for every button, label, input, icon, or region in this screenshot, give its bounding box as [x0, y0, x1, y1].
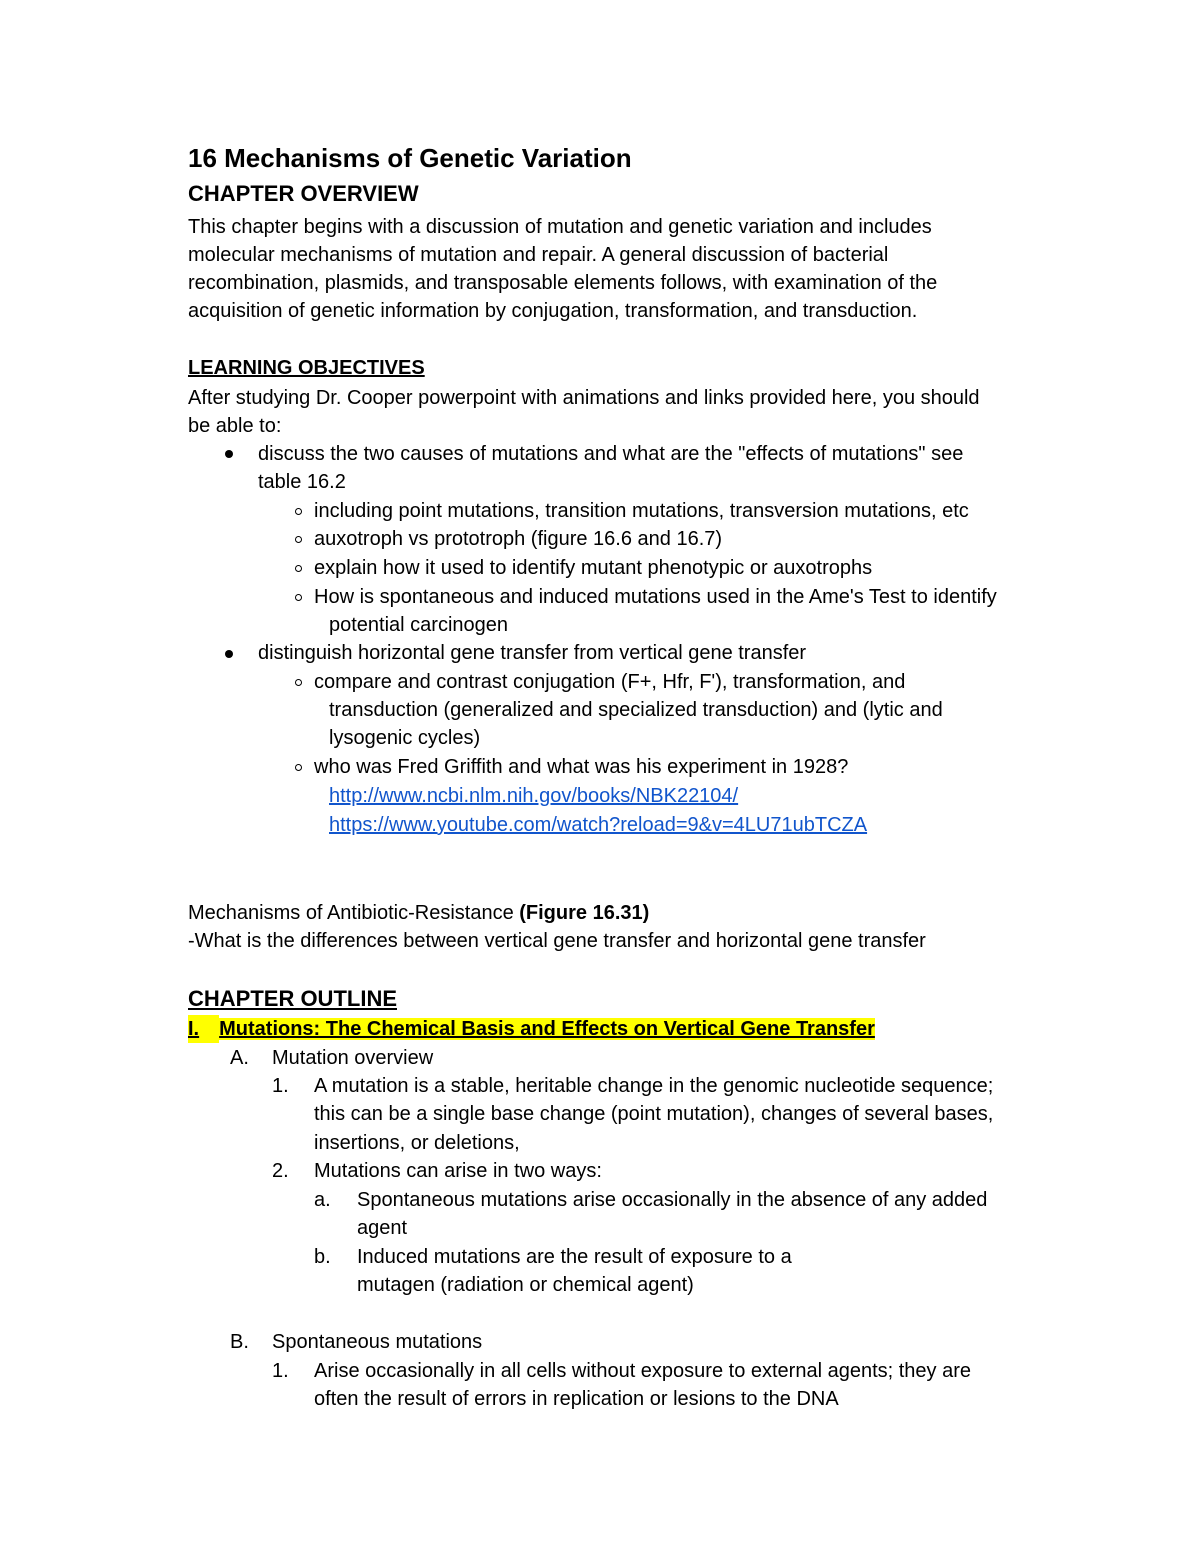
- objective-sub-bullet: lysogenic cycles): [329, 727, 481, 749]
- objective-sub-bullet: compare and contrast conjugation (F+, Hfr, F'), transformation, and: [314, 671, 906, 693]
- overview-line: This chapter begins with a discussion of mutation and genetic variation and includes: [188, 216, 932, 238]
- overview-line: acquisition of genetic information by conjugation, transformation, and transduction.: [188, 300, 918, 322]
- outline-marker: b.: [314, 1246, 331, 1268]
- outline-subitem: Spontaneous mutations arise occasionally in the absence of any added: [357, 1189, 988, 1211]
- objective-sub-bullet: transduction (generalized and specialized transduction) and (lytic and: [329, 699, 943, 721]
- objective-sub-bullet: who was Fred Griffith and what was his experiment in 1928?: [314, 756, 849, 778]
- outline-marker: 1.: [272, 1360, 289, 1382]
- objective-sub-bullet: How is spontaneous and induced mutations used in the Ame's Test to identify: [314, 586, 997, 608]
- objective-sub-bullet: potential carcinogen: [329, 614, 509, 636]
- outline-b-label: Spontaneous mutations: [272, 1331, 483, 1353]
- objective-bullet: distinguish horizontal gene transfer from vertical gene transfer: [258, 642, 807, 664]
- outline-item: often the result of errors in replication or lesions to the DNA: [314, 1388, 839, 1410]
- outline-marker: B.: [230, 1331, 249, 1353]
- resistance-line: [188, 899, 649, 927]
- resistance-question: -What is the differences between vertical gene transfer and horizontal gene transfer: [188, 930, 926, 952]
- objectives-intro: be able to:: [188, 415, 282, 437]
- resistance-text: Mechanisms of Antibiotic-Resistance: [188, 902, 520, 924]
- sub-bullet-icon: [295, 764, 302, 771]
- objectives-heading: LEARNING OBJECTIVES: [188, 357, 425, 379]
- sub-bullet-icon: [295, 565, 302, 572]
- overview-line: recombination, plasmids, and transposable elements follows, with examination of the: [188, 272, 938, 294]
- outline-heading: CHAPTER OUTLINE: [188, 986, 397, 1011]
- outline-subitem: agent: [357, 1217, 408, 1239]
- objectives-intro: After studying Dr. Cooper powerpoint with animations and links provided here, you should: [188, 387, 980, 409]
- overview-heading: CHAPTER OVERVIEW: [188, 181, 419, 206]
- bullet-icon: [225, 650, 233, 658]
- outline-a-label: Mutation overview: [272, 1047, 434, 1069]
- youtube-link[interactable]: https://www.youtube.com/watch?reload=9&v=4LU71ubTCZA: [329, 814, 868, 836]
- resistance-figure-ref: (Figure 16.31): [519, 902, 650, 924]
- objective-bullet: discuss the two causes of mutations and what are the "effects of mutations" see: [258, 443, 964, 465]
- objective-bullet: table 16.2: [258, 471, 346, 493]
- outline-item: A mutation is a stable, heritable change in the genomic nucleotide sequence;: [314, 1075, 994, 1097]
- outline-marker: A.: [230, 1047, 249, 1069]
- outline-marker: 1.: [272, 1075, 289, 1097]
- outline-item: this can be a single base change (point mutation), changes of several bases,: [314, 1103, 994, 1125]
- document-title: 16 Mechanisms of Genetic Variation: [188, 143, 632, 173]
- outline-marker: 2.: [272, 1160, 289, 1182]
- sub-bullet-icon: [295, 508, 302, 515]
- outline-section-numeral: I.: [188, 1015, 219, 1043]
- objective-sub-bullet: auxotroph vs prototroph (figure 16.6 and 16.7): [314, 528, 723, 550]
- bullet-icon: [225, 450, 233, 458]
- sub-bullet-icon: [295, 536, 302, 543]
- sub-bullet-icon: [295, 594, 302, 601]
- outline-section: [188, 1015, 875, 1043]
- ncbi-link[interactable]: http://www.ncbi.nlm.nih.gov/books/NBK22104/: [329, 785, 739, 807]
- outline-subitem: mutagen (radiation or chemical agent): [357, 1274, 694, 1296]
- outline-subitem: Induced mutations are the result of exposure to a: [357, 1246, 792, 1268]
- outline-item: Arise occasionally in all cells without exposure to external agents; they are: [314, 1360, 972, 1382]
- objective-sub-bullet: explain how it used to identify mutant phenotypic or auxotrophs: [314, 557, 873, 579]
- outline-marker: a.: [314, 1189, 331, 1211]
- outline-item: insertions, or deletions,: [314, 1132, 520, 1154]
- outline-item: Mutations can arise in two ways:: [314, 1160, 602, 1182]
- sub-bullet-icon: [295, 679, 302, 686]
- overview-line: molecular mechanisms of mutation and repair. A general discussion of bacterial: [188, 244, 889, 266]
- outline-section-title: Mutations: The Chemical Basis and Effects on Vertical Gene Transfer: [219, 1018, 875, 1040]
- objective-sub-bullet: including point mutations, transition mutations, transversion mutations, etc: [314, 500, 969, 522]
